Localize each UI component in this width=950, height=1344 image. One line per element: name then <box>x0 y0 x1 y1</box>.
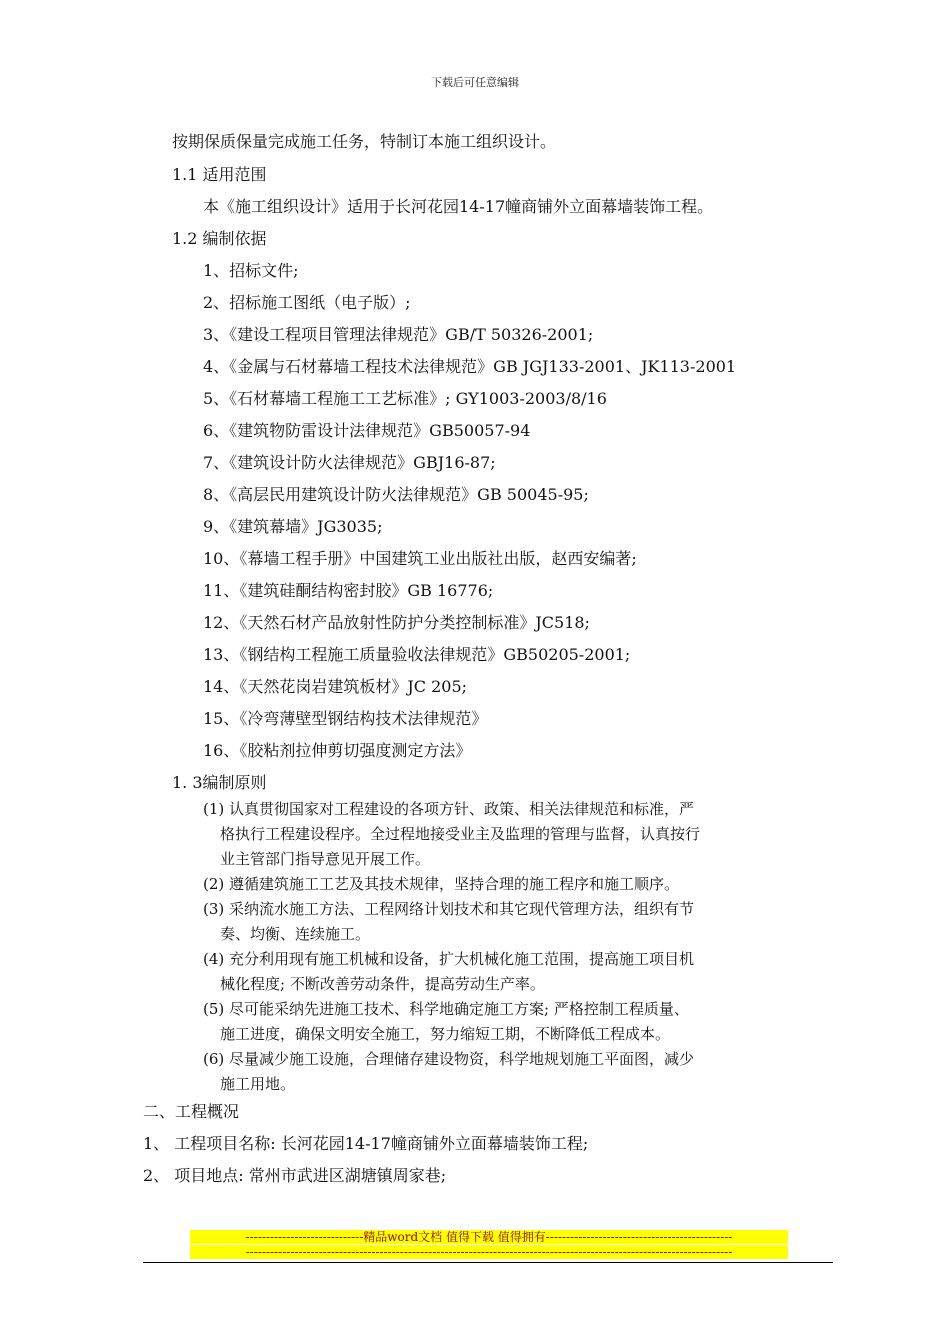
footer-rule <box>143 1262 833 1263</box>
list-item: 10、《幕墙工程手册》中国建筑工业出版社出版，赵西安编著; <box>203 549 637 568</box>
list-item: 11、《建筑硅酮结构密封胶》GB 16776; <box>203 581 494 600</box>
principle-line: 械化程度; 不断改善劳动条件，提高劳动生产率。 <box>220 975 545 993</box>
list-item: 15、《冷弯薄壁型钢结构技术法律规范》 <box>203 709 488 728</box>
footer-banner: -----------------------------精品word文档 值得下载 值得拥有---------------------------------------------- <box>190 1230 788 1244</box>
overview-item: 1、 工程项目名称: 长河花园14-17幢商铺外立面幕墙装饰工程; <box>143 1134 589 1153</box>
list-item: 5、《石材幕墙工程施工工艺标准》; GY1003-2003/8/16 <box>203 389 607 408</box>
page-header: 下载后可任意编辑 <box>431 76 519 89</box>
principle-line: (4) 充分利用现有施工机械和设备，扩大机械化施工范围，提高施工项目机 <box>203 950 695 968</box>
principle-line: 施工进度，确保文明安全施工，努力缩短工期，不断降低工程成本。 <box>220 1025 671 1043</box>
text-line: 按期保质保量完成施工任务，特制订本施工组织设计。 <box>172 132 557 151</box>
list-item: 6、《建筑物防雷设计法律规范》GB50057-94 <box>203 421 531 440</box>
overview-item: 2、 项目地点: 常州市武进区湖塘镇周家巷; <box>143 1166 447 1185</box>
list-item: 16、《胶粘剂拉伸剪切强度测定方法》 <box>203 741 472 760</box>
list-item: 4、《金属与石材幕墙工程技术法律规范》GB JGJ133-2001、JK113-2001 <box>203 357 737 376</box>
section-heading: 1.1 适用范围 <box>172 165 267 184</box>
text-line: 本《施工组织设计》适用于长河花园14-17幢商铺外立面幕墙装饰工程。 <box>203 197 714 216</box>
footer-dashes: ------------------------------------------------------------------------------------------------------------------------ <box>190 1245 788 1259</box>
principle-line: 格执行工程建设程序。全过程地接受业主及监理的管理与监督，认真按行 <box>220 825 701 843</box>
list-item: 9、《建筑幕墙》JG3035; <box>203 517 383 536</box>
list-item: 14、《天然花岗岩建筑板材》JC 205; <box>203 677 468 696</box>
chapter-heading: 二、工程概况 <box>143 1102 240 1121</box>
principle-line: 业主管部门指导意见开展工作。 <box>220 850 431 868</box>
list-item: 12、《天然石材产品放射性防护分类控制标准》JC518; <box>203 613 590 632</box>
section-heading: 1.2 编制依据 <box>172 229 267 248</box>
principle-line: (6) 尽量减少施工设施，合理储存建设物资，科学地规划施工平面图，减少 <box>203 1050 695 1068</box>
list-item: 8、《高层民用建筑设计防火法律规范》GB 50045-95; <box>203 485 589 504</box>
list-item: 2、招标施工图纸（电子版）; <box>203 293 411 312</box>
section-heading: 1. 3编制原则 <box>172 773 267 792</box>
principle-line: 施工用地。 <box>220 1075 296 1093</box>
principle-line: (3) 采纳流水施工方法、工程网络计划技术和其它现代管理方法，组织有节 <box>203 900 695 918</box>
principle-line: (1) 认真贯彻国家对工程建设的各项方针、政策、相关法律规范和标准，严 <box>203 800 695 818</box>
list-item: 3、《建设工程项目管理法律规范》GB/T 50326-2001; <box>203 325 594 344</box>
principle-line: 奏、均衡、连续施工。 <box>220 925 371 943</box>
list-item: 1、招标文件; <box>203 261 299 280</box>
principle-line: (5) 尽可能采纳先进施工技术、科学地确定施工方案; 严格控制工程质量、 <box>203 1000 689 1018</box>
list-item: 7、《建筑设计防火法律规范》GBJ16-87; <box>203 453 496 472</box>
list-item: 13、《钢结构工程施工质量验收法律规范》GB50205-2001; <box>203 645 631 664</box>
principle-line: (2) 遵循建筑施工工艺及其技术规律，坚持合理的施工程序和施工顺序。 <box>203 875 680 893</box>
